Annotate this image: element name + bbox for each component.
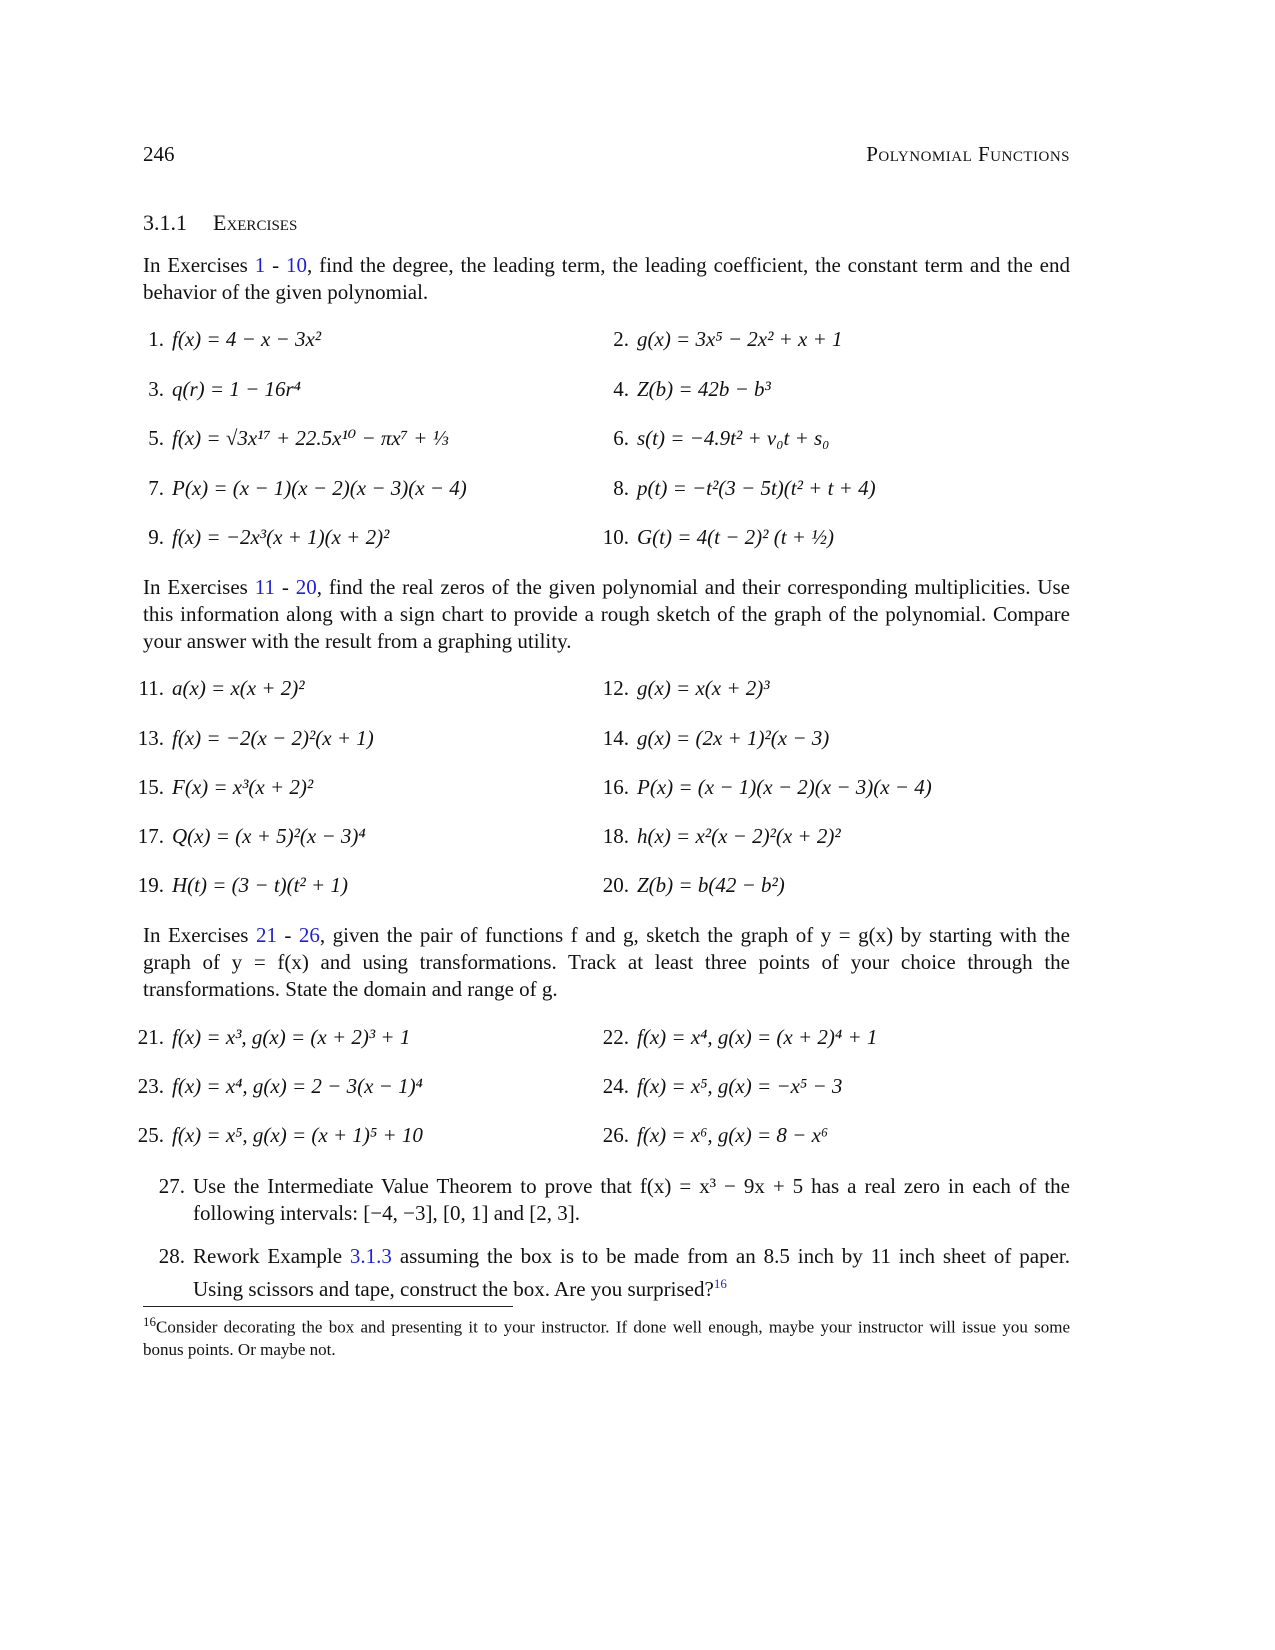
exercise-expression: p(t) = −t²(3 − 5t)(t² + t + 4) bbox=[637, 476, 876, 500]
exercise-expression: Q(x) = (x + 5)²(x − 3)⁴ bbox=[172, 824, 366, 848]
exercise-number: 18. bbox=[602, 824, 629, 848]
exercise-28 bbox=[150, 1243, 1070, 1303]
exercise-expression: a(x) = x(x + 2)² bbox=[172, 676, 305, 700]
exercise-number: 9. bbox=[148, 525, 164, 549]
footnote-mark: 16 bbox=[143, 1314, 156, 1329]
exercise-expression: f(x) = x³, g(x) = (x + 2)³ + 1 bbox=[172, 1025, 411, 1049]
exercise-expression: F(x) = x³(x + 2)² bbox=[172, 775, 314, 799]
text: - bbox=[276, 923, 299, 947]
exercise-link[interactable]: 10 bbox=[286, 253, 308, 277]
exercise-expression: f(x) = x⁵, g(x) = (x + 1)⁵ + 10 bbox=[172, 1123, 423, 1147]
exercise-item bbox=[120, 377, 301, 402]
text: , find the degree, the leading term, the leading coefficient, the constant term and the end behavior of the given polynomial. bbox=[143, 253, 1070, 304]
exercise-link[interactable]: 26 bbox=[298, 923, 320, 947]
text: , given the pair of functions f and g, sketch the graph of y = g(x) by starting with the graph of y = f(x) and using transformations. Track at least three points of your choice through the transformations. State the domain and range of g. bbox=[143, 923, 1070, 1001]
exercise-expression: f(x) = x⁴, g(x) = (x + 2)⁴ + 1 bbox=[637, 1025, 878, 1049]
exercise-expression: f(x) = −2(x − 2)²(x + 1) bbox=[172, 726, 374, 750]
section-heading bbox=[143, 210, 297, 236]
page-number: 246 bbox=[143, 142, 175, 166]
exercise-expression: f(x) = −2x³(x + 1)(x + 2)² bbox=[172, 525, 390, 549]
exercise-link[interactable]: 11 bbox=[254, 575, 275, 599]
exercise-number: 21. bbox=[137, 1025, 164, 1049]
exercise-text bbox=[193, 1243, 1070, 1303]
exercise-expression: q(r) = 1 − 16r⁴ bbox=[172, 377, 301, 401]
exercise-number: 13. bbox=[137, 726, 164, 750]
exercise-number: 24. bbox=[602, 1074, 629, 1098]
exercise-item bbox=[120, 1123, 423, 1148]
exercise-expression: H(t) = (3 − t)(t² + 1) bbox=[172, 873, 348, 897]
exercise-expression: f(x) = x⁵, g(x) = −x⁵ − 3 bbox=[637, 1074, 843, 1098]
exercise-item bbox=[585, 1074, 842, 1099]
exercise-number: 25. bbox=[137, 1123, 164, 1147]
text: Rework Example bbox=[193, 1244, 350, 1268]
footnote bbox=[143, 1311, 1070, 1361]
intro-paragraph-2 bbox=[143, 574, 1070, 655]
exercise-item bbox=[585, 676, 770, 701]
exercise-expression: g(x) = (2x + 1)²(x − 3) bbox=[637, 726, 830, 750]
exercise-item bbox=[585, 873, 785, 898]
exercise-item bbox=[120, 1074, 423, 1099]
exercise-number: 28. bbox=[158, 1244, 185, 1268]
intro-paragraph-3 bbox=[143, 922, 1070, 1003]
text: assuming the box is to be made from an 8.5 inch by 11 inch sheet of paper. Using scissors and tape, construct the box. Are you surprised? bbox=[193, 1244, 1071, 1301]
exercise-item bbox=[585, 377, 771, 402]
exercise-number: 16. bbox=[602, 775, 629, 799]
exercise-item bbox=[120, 676, 305, 701]
exercise-number: 11. bbox=[138, 676, 164, 700]
exercise-expression: f(x) = √3x¹⁷ + 22.5x¹⁰ − πx⁷ + ⅓ bbox=[172, 426, 449, 450]
text: In Exercises bbox=[143, 923, 256, 947]
exercise-item bbox=[585, 1123, 828, 1148]
exercise-expression: Z(b) = b(42 − b²) bbox=[637, 873, 785, 897]
exercise-expression: g(x) = 3x⁵ − 2x² + x + 1 bbox=[637, 327, 843, 351]
exercise-item bbox=[120, 525, 389, 550]
running-title: Polynomial Functions bbox=[866, 142, 1070, 166]
exercise-link[interactable]: 20 bbox=[295, 575, 317, 599]
exercise-link[interactable]: 1 bbox=[254, 253, 266, 277]
exercise-number: 7. bbox=[148, 476, 164, 500]
exercise-item bbox=[120, 873, 348, 898]
exercise-expression: P(x) = (x − 1)(x − 2)(x − 3)(x − 4) bbox=[172, 476, 467, 500]
exercise-expression: s(t) = −4.9t² + v₀t + s₀ bbox=[637, 426, 830, 450]
exercise-expression: f(x) = x⁴, g(x) = 2 − 3(x − 1)⁴ bbox=[172, 1074, 423, 1098]
section-number: 3.1.1 bbox=[143, 210, 187, 235]
exercise-item bbox=[585, 426, 830, 451]
exercise-expression: g(x) = x(x + 2)³ bbox=[637, 676, 770, 700]
exercise-number: 4. bbox=[613, 377, 629, 401]
exercise-number: 15. bbox=[137, 775, 164, 799]
exercise-number: 26. bbox=[602, 1123, 629, 1147]
exercise-number: 6. bbox=[613, 426, 629, 450]
exercise-item bbox=[120, 1025, 410, 1050]
exercise-number: 17. bbox=[137, 824, 164, 848]
exercise-number: 23. bbox=[137, 1074, 164, 1098]
exercise-item bbox=[585, 525, 834, 550]
exercise-number: 2. bbox=[613, 327, 629, 351]
exercise-number: 19. bbox=[137, 873, 164, 897]
exercise-item bbox=[120, 726, 374, 751]
footnote-text: Consider decorating the box and presenting it to your instructor. If done well enough, maybe your instructor will issue you some bonus points. Or maybe not. bbox=[143, 1317, 1070, 1359]
exercise-item bbox=[585, 775, 932, 800]
exercise-number: 27. bbox=[158, 1174, 185, 1198]
exercise-number: 5. bbox=[148, 426, 164, 450]
example-link[interactable]: 3.1.3 bbox=[349, 1244, 392, 1268]
exercise-expression: f(x) = x⁶, g(x) = 8 − x⁶ bbox=[637, 1123, 829, 1147]
text: - bbox=[265, 253, 287, 277]
exercise-expression: Z(b) = 42b − b³ bbox=[637, 377, 771, 401]
exercise-expression: G(t) = 4(t − 2)² (t + ½) bbox=[637, 525, 834, 549]
section-title: Exercises bbox=[213, 210, 298, 235]
exercise-item bbox=[585, 476, 876, 501]
exercise-item bbox=[585, 1025, 877, 1050]
exercise-item bbox=[120, 426, 448, 451]
exercise-text: Use the Intermediate Value Theorem to prove that f(x) = x³ − 9x + 5 has a real zero in each of the following intervals: [−4, −3], [0, 1] and [2, 3]. bbox=[193, 1174, 1070, 1225]
exercise-item bbox=[585, 726, 829, 751]
text: In Exercises bbox=[143, 575, 255, 599]
text: - bbox=[274, 575, 296, 599]
exercise-item bbox=[585, 327, 843, 352]
exercise-link[interactable]: 21 bbox=[255, 923, 277, 947]
exercise-expression: f(x) = 4 − x − 3x² bbox=[172, 327, 322, 351]
exercise-27 bbox=[150, 1173, 1070, 1227]
footnote-ref[interactable]: 16 bbox=[713, 1276, 727, 1291]
exercise-number: 3. bbox=[148, 377, 164, 401]
text: , find the real zeros of the given polynomial and their corresponding multiplicities. Use this information along with a sign chart to provide a rough sketch of the graph of the polynomial. Compare your answer with the result from a graphing utility. bbox=[143, 575, 1070, 653]
exercise-item bbox=[120, 327, 321, 352]
exercise-number: 14. bbox=[602, 726, 629, 750]
text: In Exercises bbox=[143, 253, 255, 277]
exercise-expression: h(x) = x²(x − 2)²(x + 2)² bbox=[637, 824, 841, 848]
exercise-item bbox=[585, 824, 841, 849]
exercise-number: 12. bbox=[602, 676, 629, 700]
exercise-item bbox=[120, 775, 313, 800]
exercise-expression: P(x) = (x − 1)(x − 2)(x − 3)(x − 4) bbox=[637, 775, 932, 799]
exercise-number: 1. bbox=[148, 327, 164, 351]
exercise-item bbox=[120, 476, 467, 501]
footnote-rule bbox=[143, 1306, 513, 1307]
exercise-number: 8. bbox=[613, 476, 629, 500]
intro-paragraph-1 bbox=[143, 252, 1070, 306]
exercise-number: 10. bbox=[602, 525, 629, 549]
exercise-item bbox=[120, 824, 366, 849]
exercise-number: 20. bbox=[602, 873, 629, 897]
exercise-number: 22. bbox=[602, 1025, 629, 1049]
